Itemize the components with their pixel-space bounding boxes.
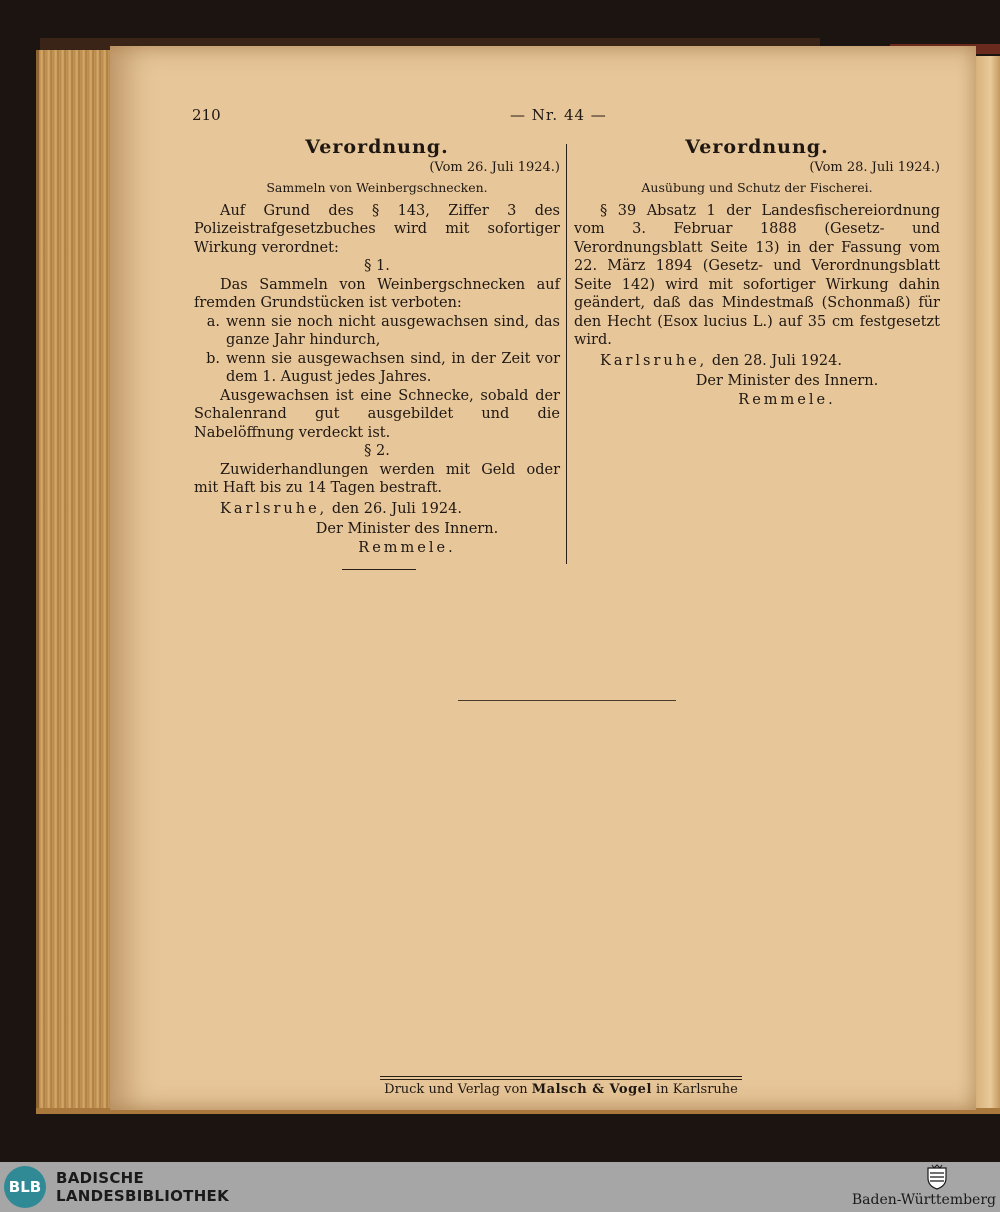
right-title: Verordnung. [685, 136, 829, 158]
right-paragraph-1: § 39 Absatz 1 der Landesfischereiordnung vom 3. Februar 1888 (Gesetz- und Verordnungsblatt Seite 13) in der Fassung vom 22. März 1894 (Gesetz- und Verordnungsblatt Seite 142) wird mit sofortiger Wirkung dahin geändert, daß das Mindestmaß (Schonmaß) für den Hecht (Esox lucius L.) auf 35 cm festgesetzt wird. [574, 202, 940, 348]
state-name: Baden-Württemberg [851, 1192, 996, 1208]
right-signer: Remmele. [738, 391, 836, 408]
left-date: (Vom 26. Juli 1924.) [429, 159, 560, 175]
right-column [574, 138, 940, 409]
middle-rule [458, 700, 676, 701]
printer-rule-bottom [380, 1079, 742, 1080]
printer-rule-top [380, 1076, 742, 1077]
printer-name: Malsch & Vogel [531, 1082, 652, 1097]
left-end-rule [342, 569, 416, 570]
right-place-date [574, 352, 940, 371]
right-page-edge [976, 56, 1000, 1108]
left-paragraph-2: Ausgewachsen ist eine Schnecke, sobald der Schalenrand gut ausgebildet und die Nabelöffnung verdeckt ist. [194, 387, 560, 441]
blb-logo[interactable]: BLB [4, 1166, 46, 1208]
left-signer: Remmele. [358, 539, 456, 556]
item-b-text: wenn sie ausgewachsen sind, in der Zeit vor dem 1. August jedes Jahres. [226, 350, 560, 385]
column-divider [566, 144, 567, 564]
footer-bar [0, 1162, 1000, 1212]
item-a-label: a. [206, 313, 220, 330]
left-section-2: § 2. [364, 443, 390, 459]
left-item-b [194, 350, 560, 387]
right-date: (Vom 28. Juli 1924.) [809, 159, 940, 175]
issue-number: — Nr. 44 — [510, 106, 607, 124]
right-minister: Der Minister des Innern. [695, 373, 879, 389]
item-a-text: wenn sie noch nicht ausgewachsen sind, das ganze Jahr hindurch, [226, 313, 560, 348]
page-stack-edge [36, 50, 119, 1112]
left-title: Verordnung. [305, 136, 449, 158]
right-signing-date: den 28. Juli 1924. [711, 352, 842, 369]
left-intro: Auf Grund des § 143, Ziffer 3 des Polizeistrafgesetzbuches wird mit sofortiger Wirkung verordnet: [194, 202, 560, 256]
item-b-label: b. [206, 350, 220, 367]
library-name[interactable] [56, 1169, 229, 1205]
coat-of-arms-icon [926, 1164, 948, 1190]
left-paragraph-3: Zuwiderhandlungen werden mit Geld oder mit Haft bis zu 14 Tagen bestraft. [194, 461, 560, 496]
library-name-line1: BADISCHE [56, 1169, 145, 1187]
right-subject: Ausübung und Schutz der Fischerei. [641, 180, 873, 195]
printer-suffix: in Karlsruhe [656, 1082, 738, 1097]
library-name-line2: LANDESBIBLIOTHEK [56, 1187, 230, 1205]
left-paragraph-1: Das Sammeln von Weinbergschnecken auf fremden Grundstücken ist verboten: [194, 276, 560, 311]
left-city: Karlsruhe, [220, 500, 328, 517]
left-place-date [194, 500, 560, 519]
left-signing-date: den 26. Juli 1924. [331, 500, 462, 517]
printer-imprint [380, 1082, 742, 1097]
left-section-1: § 1. [364, 258, 390, 274]
right-city: Karlsruhe, [600, 352, 708, 369]
printer-prefix: Druck und Verlag von [384, 1082, 528, 1097]
left-subject: Sammeln von Weinbergschnecken. [266, 180, 488, 195]
page-number: 210 [192, 106, 221, 124]
left-column [194, 138, 560, 570]
left-minister: Der Minister des Innern. [315, 521, 499, 537]
left-item-a [194, 313, 560, 350]
document-page [110, 46, 976, 1110]
